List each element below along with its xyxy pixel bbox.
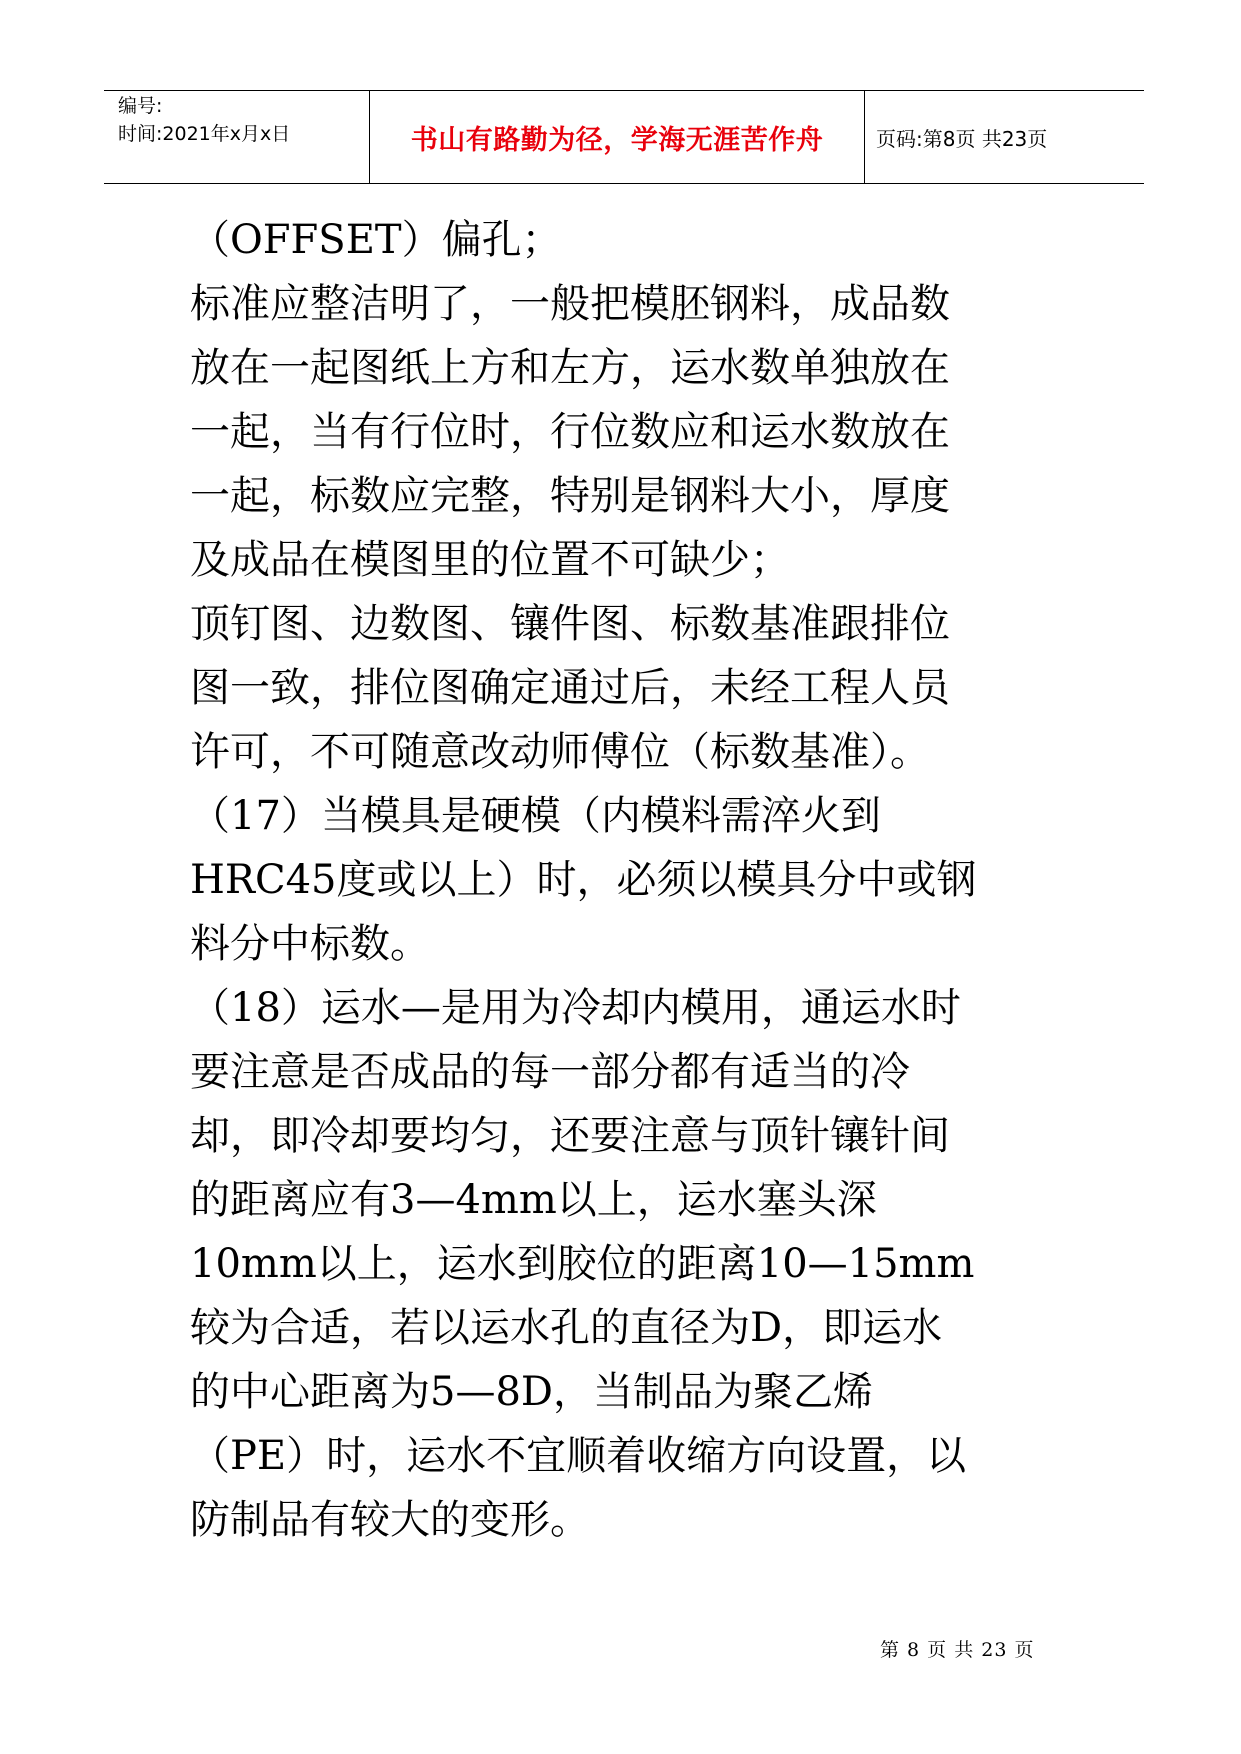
text-line: 10mm以上，运水到胶位的距离10—15mm — [190, 1241, 975, 1287]
text-line: 放在一起图纸上方和左方，运水数单独放在 — [190, 345, 950, 391]
page-header — [104, 90, 1144, 184]
header-page-code: 页码:第8页 共23页 — [876, 126, 1048, 151]
text-line: 防制品有较大的变形。 — [190, 1497, 590, 1543]
number-label: 编号: — [118, 95, 163, 117]
text-line: 要注意是否成品的每一部分都有适当的冷 — [190, 1049, 910, 1095]
text-line: 的中心距离为5—8D，当制品为聚乙烯 — [190, 1369, 873, 1415]
text-line: 一起，当有行位时，行位数应和运水数放在 — [190, 409, 950, 455]
text-line: 却，即冷却要均匀，还要注意与顶针镶针间 — [190, 1113, 950, 1159]
text-line: 一起，标数应完整，特别是钢料大小，厚度 — [190, 473, 950, 519]
text-line: 顶钉图、边数图、镶件图、标数基准跟排位 — [190, 601, 950, 647]
text-line: 料分中标数。 — [190, 921, 430, 967]
text-line: 的距离应有3—4mm以上，运水塞头深 — [190, 1177, 877, 1223]
text-line: （OFFSET）偏孔； — [190, 217, 562, 263]
header-divider — [864, 91, 865, 183]
text-line: 较为合适，若以运水孔的直径为D，即运水 — [190, 1305, 943, 1351]
document-body — [190, 208, 1060, 1552]
text-line: 标准应整洁明了，一般把模胚钢料，成品数 — [190, 281, 950, 327]
text-line: 许可，不可随意改动师傅位（标数基准）。 — [190, 729, 930, 775]
header-motto: 书山有路勤为径，学海无涯苦作舟 — [410, 124, 824, 156]
text-line: （18）运水—是用为冷却内模用，通运水时 — [190, 985, 961, 1031]
text-line: （PE）时，运水不宜顺着收缩方向设置，以 — [190, 1433, 967, 1479]
text-line: HRC45度或以上）时，必须以模具分中或钢 — [190, 857, 977, 903]
page-footer: 第 8 页 共 23 页 — [880, 1639, 1035, 1661]
text-line: 及成品在模图里的位置不可缺少； — [190, 537, 790, 583]
text-line: 图一致，排位图确定通过后，未经工程人员 — [190, 665, 950, 711]
text-line: （17）当模具是硬模（内模料需淬火到 — [190, 793, 881, 839]
time-label: 时间:2021年x月x日 — [118, 123, 291, 145]
